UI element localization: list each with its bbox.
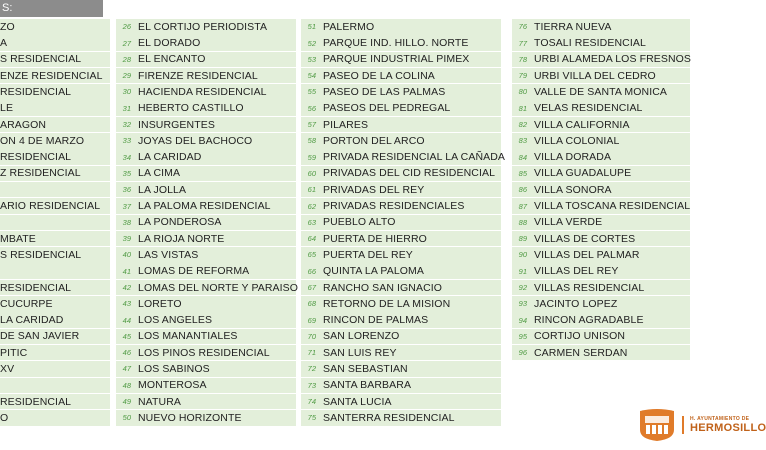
item-number: 47: [122, 364, 131, 374]
list-item: [116, 361, 296, 377]
list-item: [116, 35, 296, 51]
list-item: [301, 215, 501, 231]
item-name: PITIC: [0, 346, 28, 359]
list-item: [116, 394, 296, 410]
city-seal-icon: [638, 408, 676, 442]
list-item: [512, 166, 690, 182]
item-name: VILLA SONORA: [534, 183, 612, 196]
list-item: [116, 182, 296, 198]
item-name: S RESIDENCIAL: [0, 53, 82, 66]
item-number: 28: [122, 54, 131, 64]
list-item: [301, 329, 501, 345]
list-item: [0, 19, 110, 35]
list-item: [116, 133, 296, 149]
item-name: FIRENZE RESIDENCIAL: [138, 69, 258, 82]
list-item: [512, 84, 690, 100]
list-item: [116, 263, 296, 279]
item-name: VILLA VERDE: [534, 216, 603, 229]
list-item: [512, 133, 690, 149]
list-item: [512, 345, 690, 361]
item-number: 43: [122, 299, 131, 309]
list-item: [301, 117, 501, 133]
list-item: [0, 166, 110, 182]
item-number: 37: [122, 201, 131, 211]
item-number: 60: [307, 168, 316, 178]
list-item: [116, 100, 296, 116]
item-number: 80: [518, 87, 527, 97]
item-number: 79: [518, 71, 527, 81]
item-number: 68: [307, 299, 316, 309]
list-item: [0, 296, 110, 312]
list-item: [301, 182, 501, 198]
list-item: [301, 133, 501, 149]
item-name: PRIVADAS RESIDENCIALES: [323, 200, 465, 213]
item-name: LA CARIDAD: [138, 151, 202, 164]
item-number: 27: [122, 38, 131, 48]
list-item: [0, 361, 110, 377]
list-item: [0, 68, 110, 84]
item-name: SAN SEBASTIAN: [323, 362, 408, 375]
item-name: LAS VISTAS: [138, 248, 199, 261]
item-name: SANTA LUCIA: [323, 395, 392, 408]
item-name: EL CORTIJO PERIODISTA: [138, 20, 268, 33]
item-number: 76: [518, 22, 527, 32]
item-number: 46: [122, 348, 131, 358]
item-number: 52: [307, 38, 316, 48]
list-item: [116, 231, 296, 247]
list-item: [301, 378, 501, 394]
item-name: ENZE RESIDENCIAL: [0, 69, 103, 82]
item-name: Z RESIDENCIAL: [0, 167, 81, 180]
item-name: S RESIDENCIAL: [0, 248, 82, 261]
item-number: 44: [122, 315, 131, 325]
list-item: [0, 410, 110, 426]
list-item: [301, 312, 501, 328]
list-item: [0, 312, 110, 328]
list-item: [116, 296, 296, 312]
list-item: [116, 19, 296, 35]
item-name: LORETO: [138, 297, 182, 310]
item-number: 63: [307, 217, 316, 227]
item-number: 70: [307, 331, 316, 341]
item-number: 66: [307, 266, 316, 276]
item-name: PILARES: [323, 118, 369, 131]
list-item: [0, 280, 110, 296]
item-name: URBI ALAMEDA LOS FRESNOS: [534, 53, 692, 66]
item-name: MONTEROSA: [138, 379, 207, 392]
list-item: [301, 166, 501, 182]
list-item: [0, 133, 110, 149]
list-item: [0, 52, 110, 68]
list-item: [512, 312, 690, 328]
list-item: [116, 329, 296, 345]
item-name: PRIVADAS DEL CID RESIDENCIAL: [323, 167, 496, 180]
item-name: SANTERRA RESIDENCIAL: [323, 411, 455, 424]
item-name: PARQUE INDUSTRIAL PIMEX: [323, 53, 470, 66]
item-number: 29: [122, 71, 131, 81]
item-name: VILLAS DEL PALMAR: [534, 248, 640, 261]
item-name: VILLAS RESIDENCIAL: [534, 281, 645, 294]
list-item: [512, 182, 690, 198]
item-number: 84: [518, 152, 527, 162]
item-number: 75: [307, 413, 316, 423]
item-number: 57: [307, 120, 316, 130]
item-name: HEBERTO CASTILLO: [138, 102, 244, 115]
item-number: 77: [518, 38, 527, 48]
item-number: 55: [307, 87, 316, 97]
list-item: [116, 52, 296, 68]
item-number: 88: [518, 217, 527, 227]
item-number: 71: [307, 348, 316, 358]
list-item: [301, 149, 506, 165]
item-name: LOMAS DE REFORMA: [138, 265, 250, 278]
list-item: [116, 378, 296, 394]
list-item: [301, 84, 501, 100]
list-item: [301, 68, 501, 84]
item-name: VILLA TOSCANA RESIDENCIAL: [534, 200, 691, 213]
column-4: [512, 19, 690, 361]
list-item: [512, 19, 690, 35]
item-name: LOS MANANTIALES: [138, 330, 238, 343]
item-number: 38: [122, 217, 131, 227]
item-name: LOS ANGELES: [138, 314, 213, 327]
item-number: 39: [122, 234, 131, 244]
item-number: 36: [122, 185, 131, 195]
item-number: 50: [122, 413, 131, 423]
column-3: [301, 19, 506, 426]
item-number: 69: [307, 315, 316, 325]
list-item: [301, 231, 501, 247]
item-name: HACIENDA RESIDENCIAL: [138, 85, 267, 98]
item-name: LA JOLLA: [138, 183, 187, 196]
municipality-logo: [638, 408, 766, 442]
item-number: 92: [518, 283, 527, 292]
list-item: [512, 117, 690, 133]
list-item: [116, 149, 296, 165]
item-name: VELAS RESIDENCIAL: [534, 102, 643, 115]
list-item: [301, 19, 501, 35]
item-name: JOYAS DEL BACHOCO: [138, 134, 253, 147]
item-number: 31: [122, 103, 131, 113]
item-number: 64: [307, 234, 316, 244]
list-item: [512, 280, 690, 296]
item-name: VILLAS DEL REY: [534, 265, 619, 278]
item-number: 51: [307, 22, 316, 32]
list-item: [116, 117, 296, 133]
item-name: ARIO RESIDENCIAL: [0, 200, 101, 213]
item-name: XV: [0, 362, 15, 375]
item-name: DE SAN JAVIER: [0, 330, 80, 343]
list-item: [0, 263, 110, 279]
item-number: 93: [518, 299, 527, 309]
item-name: LOS SABINOS: [138, 362, 210, 375]
item-number: 48: [122, 380, 131, 390]
item-number: 59: [307, 152, 316, 162]
item-name: VILLA DORADA: [534, 151, 612, 164]
list-item: [116, 410, 296, 426]
item-name: SAN LUIS REY: [323, 346, 397, 359]
list-item: [0, 35, 110, 51]
item-name: VILLAS DE CORTES: [534, 232, 636, 245]
item-name: EL DORADO: [138, 37, 201, 50]
item-number: 73: [307, 380, 316, 390]
item-name: PRIVADA RESIDENCIAL LA CAÑADA: [323, 151, 506, 164]
item-name: MBATE: [0, 232, 36, 245]
item-number: 62: [307, 201, 316, 211]
list-item: [0, 84, 110, 100]
item-name: VILLA COLONIAL: [534, 134, 620, 147]
item-number: 54: [307, 71, 316, 81]
list-item: [301, 247, 501, 263]
item-name: NUEVO HORIZONTE: [138, 411, 242, 424]
item-number: 67: [307, 283, 316, 292]
item-name: O: [0, 411, 9, 424]
item-name: RESIDENCIAL: [0, 395, 72, 408]
item-name: A: [0, 37, 8, 50]
list-item: [512, 215, 690, 231]
item-name: PARQUE IND. HILLO. NORTE: [323, 37, 469, 50]
item-name: LA RIOJA NORTE: [138, 232, 225, 245]
item-name: VALLE DE SANTA MONICA: [534, 85, 667, 98]
item-name: RESIDENCIAL: [0, 85, 72, 98]
item-name: PORTON DEL ARCO: [323, 134, 425, 147]
item-number: 83: [518, 136, 527, 146]
item-number: 42: [122, 283, 131, 292]
list-item: [0, 378, 110, 394]
list-item: [512, 329, 690, 345]
item-number: 41: [122, 266, 131, 276]
item-name: ARAGON: [0, 118, 47, 131]
item-name: LA PONDEROSA: [138, 216, 222, 229]
list-item: [116, 166, 296, 182]
list-item: [512, 68, 690, 84]
column-1: [0, 19, 110, 426]
list-item: [0, 198, 110, 214]
list-item: [116, 247, 296, 263]
list-item: [116, 280, 299, 296]
item-name: CARMEN SERDAN: [534, 346, 628, 359]
list-item: [0, 215, 110, 231]
item-number: 91: [518, 266, 527, 276]
list-item: [301, 345, 501, 361]
list-item: [0, 345, 110, 361]
list-item: [301, 198, 501, 214]
item-number: 74: [307, 397, 316, 407]
item-name: EL ENCANTO: [138, 53, 206, 66]
item-number: 96: [518, 348, 527, 358]
item-name: CUCURPE: [0, 297, 53, 310]
item-name: PASEO DE LAS PALMAS: [323, 85, 446, 98]
item-name: PUERTA DE HIERRO: [323, 232, 427, 245]
item-name: TOSALI RESIDENCIAL: [534, 37, 646, 50]
list-item: [301, 35, 501, 51]
list-item: [301, 361, 501, 377]
list-item: [512, 231, 690, 247]
item-name: LE: [0, 102, 14, 115]
item-name: CORTIJO UNISON: [534, 330, 626, 343]
item-number: 72: [307, 364, 316, 374]
list-item: [116, 84, 296, 100]
logo-title: HERMOSILLO: [690, 422, 766, 434]
item-number: 85: [518, 168, 527, 178]
list-item: [512, 149, 690, 165]
item-number: 32: [122, 120, 131, 130]
item-name: SAN LORENZO: [323, 330, 400, 343]
item-name: PALERMO: [323, 20, 375, 33]
list-item: [301, 410, 501, 426]
list-item: [301, 280, 501, 296]
item-name: RESIDENCIAL: [0, 281, 72, 294]
item-number: 78: [518, 54, 527, 64]
item-number: 40: [122, 250, 131, 260]
item-number: 94: [518, 315, 527, 325]
item-name: PRIVADAS DEL REY: [323, 183, 425, 196]
table-header: [0, 0, 103, 17]
item-name: PUERTA DEL REY: [323, 248, 413, 261]
list-item: [0, 231, 110, 247]
logo-subtitle: H. AYUNTAMIENTO DE: [690, 416, 750, 422]
list-item: [0, 117, 110, 133]
list-item: [116, 68, 296, 84]
item-number: 89: [518, 234, 527, 244]
list-item: [301, 394, 501, 410]
item-name: LOS PINOS RESIDENCIAL: [138, 346, 270, 359]
item-number: 87: [518, 201, 527, 211]
header-label: S:: [2, 2, 13, 14]
item-name: LA PALOMA RESIDENCIAL: [138, 200, 271, 213]
item-name: SANTA BARBARA: [323, 379, 412, 392]
list-item: [512, 296, 690, 312]
item-name: JACINTO LOPEZ: [534, 297, 618, 310]
item-number: 30: [122, 87, 131, 97]
item-name: PASEO DE LA COLINA: [323, 69, 435, 82]
item-name: RESIDENCIAL: [0, 151, 72, 164]
item-name: VILLA GUADALUPE: [534, 167, 632, 180]
item-number: 82: [518, 120, 527, 130]
item-name: LOMAS DEL NORTE Y PARAISO: [138, 281, 299, 294]
list-item: [0, 247, 110, 263]
list-item: [512, 198, 690, 214]
item-number: 53: [307, 54, 316, 64]
item-name: URBI VILLA DEL CEDRO: [534, 69, 656, 82]
item-number: 65: [307, 250, 316, 260]
list-item: [512, 100, 690, 116]
item-number: 34: [122, 152, 131, 162]
item-number: 81: [518, 103, 527, 113]
item-name: ZO: [0, 20, 15, 33]
list-item: [512, 35, 690, 51]
item-number: 45: [122, 331, 131, 341]
item-name: RANCHO SAN IGNACIO: [323, 281, 443, 294]
list-item: [0, 100, 110, 116]
item-number: 35: [122, 168, 131, 178]
list-item: [0, 329, 110, 345]
item-name: VILLA CALIFORNIA: [534, 118, 630, 131]
item-name: NATURA: [138, 395, 181, 408]
item-number: 95: [518, 331, 527, 341]
column-2: [116, 19, 299, 426]
item-name: RETORNO DE LA MISION: [323, 297, 451, 310]
list-item: [301, 100, 501, 116]
item-name: LA CARIDAD: [0, 314, 64, 327]
item-number: 33: [122, 136, 131, 146]
list-item: [0, 182, 110, 198]
list-item: [512, 247, 690, 263]
list-item: [116, 198, 296, 214]
list-item: [301, 263, 501, 279]
item-number: 58: [307, 136, 316, 146]
list-item: [512, 263, 690, 279]
list-item: [512, 52, 690, 68]
list-item: [301, 296, 501, 312]
list-item: [116, 312, 296, 328]
item-number: 86: [518, 185, 527, 195]
item-name: TIERRA NUEVA: [534, 20, 612, 33]
list-item: [301, 52, 501, 68]
item-name: QUINTA LA PALOMA: [323, 265, 424, 278]
item-name: RINCON DE PALMAS: [323, 314, 429, 327]
item-number: 56: [307, 103, 316, 113]
item-name: PUEBLO ALTO: [323, 216, 396, 229]
list-item: [0, 394, 110, 410]
item-number: 90: [518, 250, 527, 260]
item-name: ON 4 DE MARZO: [0, 134, 85, 147]
list-item: [0, 149, 110, 165]
item-number: 49: [122, 397, 131, 407]
list-item: [116, 345, 296, 361]
list-item: [116, 215, 296, 231]
item-number: 26: [122, 22, 131, 32]
item-number: 61: [307, 185, 316, 195]
item-name: LA CIMA: [138, 167, 181, 180]
item-name: RINCON AGRADABLE: [534, 314, 644, 327]
item-name: INSURGENTES: [138, 118, 215, 131]
item-name: PASEOS DEL PEDREGAL: [323, 102, 451, 115]
